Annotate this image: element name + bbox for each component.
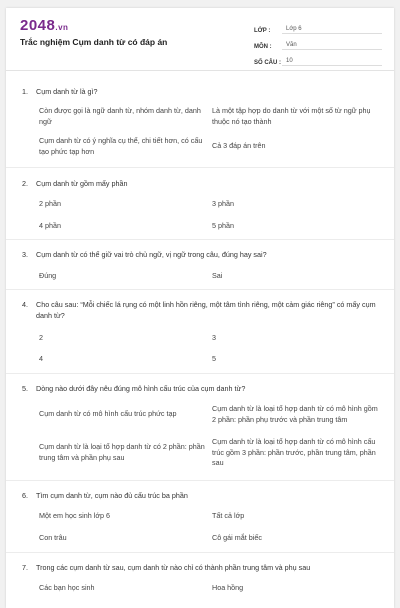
answer-option[interactable]: Hoa hồng bbox=[212, 583, 244, 592]
divider bbox=[6, 480, 394, 481]
answer-option[interactable]: Con trâu bbox=[39, 533, 67, 542]
question-5: 5. Dòng nào dưới đây nêu đúng mô hình cấu trúc của cụm danh từ? bbox=[22, 384, 246, 393]
divider bbox=[6, 552, 394, 553]
meta-question-count: SỐ CÂU : 10 bbox=[254, 52, 382, 66]
answer-option[interactable]: Cụm danh từ là loại tổ hợp danh từ có mô hình cấu trúc gồm 3 phần: phần trước, phần trung tâm, phần sau bbox=[212, 437, 376, 467]
answer-option[interactable]: Sai bbox=[212, 271, 223, 280]
question-3: 3. Cụm danh từ có thể giữ vai trò chủ ngữ, vị ngữ trong câu, đúng hay sai? bbox=[22, 250, 267, 259]
answer-option[interactable]: Đúng bbox=[39, 271, 57, 280]
answer-option[interactable]: Cả 3 đáp án trên bbox=[212, 141, 266, 150]
answer-option[interactable]: Tất cả lớp bbox=[212, 511, 245, 520]
divider bbox=[6, 239, 394, 240]
answer-option[interactable]: Cụm danh từ có mô hình cấu trúc phức tạp bbox=[39, 409, 177, 418]
divider bbox=[6, 289, 394, 290]
divider bbox=[6, 373, 394, 374]
answer-option[interactable]: 3 phần bbox=[212, 199, 234, 208]
question-2: 2. Cụm danh từ gồm mấy phần bbox=[22, 179, 128, 188]
answer-option[interactable]: Cụm danh từ có ý nghĩa cụ thể, chi tiết hơn, có cấu tạo phức tạp hơn bbox=[39, 136, 203, 156]
meta-info bbox=[254, 20, 382, 68]
answer-option[interactable]: 4 phần bbox=[39, 221, 61, 230]
meta-subject: MÔN : Văn bbox=[254, 36, 382, 50]
answer-option[interactable]: 2 phần bbox=[39, 199, 61, 208]
answer-option[interactable]: Cô gái mắt biếc bbox=[212, 533, 262, 542]
worksheet-page bbox=[6, 8, 394, 608]
page-title: Trắc nghiệm Cụm danh từ có đáp án bbox=[20, 37, 168, 47]
answer-option[interactable]: 5 bbox=[212, 354, 216, 363]
answer-option[interactable]: 2 bbox=[39, 333, 43, 342]
worksheet-header bbox=[6, 8, 394, 71]
divider bbox=[6, 167, 394, 168]
question-1: 1. Cụm danh từ là gì? bbox=[22, 87, 98, 96]
question-7: 7. Trong các cụm danh từ sau, cụm danh từ nào chỉ có thành phần trung tâm và phụ sau bbox=[22, 563, 311, 572]
answer-option[interactable]: 3 bbox=[212, 333, 216, 342]
meta-grade: LỚP : Lớp 6 bbox=[254, 20, 382, 34]
answer-option[interactable]: Cụm danh từ là loại tổ hợp danh từ có 2 phần: phần trung tâm và phần phụ sau bbox=[39, 442, 205, 462]
site-logo[interactable]: 2048.vn bbox=[20, 17, 69, 34]
answer-option[interactable]: Là một tập hợp do danh từ với một số từ ngữ phụ thuộc nó tạo thành bbox=[212, 106, 371, 126]
question-6: 6. Tìm cụm danh từ, cụm nào đủ cấu trúc ba phần bbox=[22, 491, 188, 500]
question-4: 4. Cho câu sau: “Mỗi chiếc lá rụng có một linh hồn riêng, một tâm tình riêng, một cảm giác riêng” có mấy cụm danh từ? bbox=[22, 300, 376, 320]
answer-option[interactable]: Còn được gọi là ngữ danh từ, nhóm danh từ, danh ngữ bbox=[39, 106, 201, 126]
answer-option[interactable]: Các bạn học sinh bbox=[39, 583, 95, 592]
answer-option[interactable]: 4 bbox=[39, 354, 43, 363]
answer-option[interactable]: Một em học sinh lớp 6 bbox=[39, 511, 111, 520]
answer-option[interactable]: Cụm danh từ là loại tổ hợp danh từ có mô hình gồm 2 phần: phần phụ trước và phần trung tâm bbox=[212, 404, 378, 424]
answer-option[interactable]: 5 phần bbox=[212, 221, 234, 230]
